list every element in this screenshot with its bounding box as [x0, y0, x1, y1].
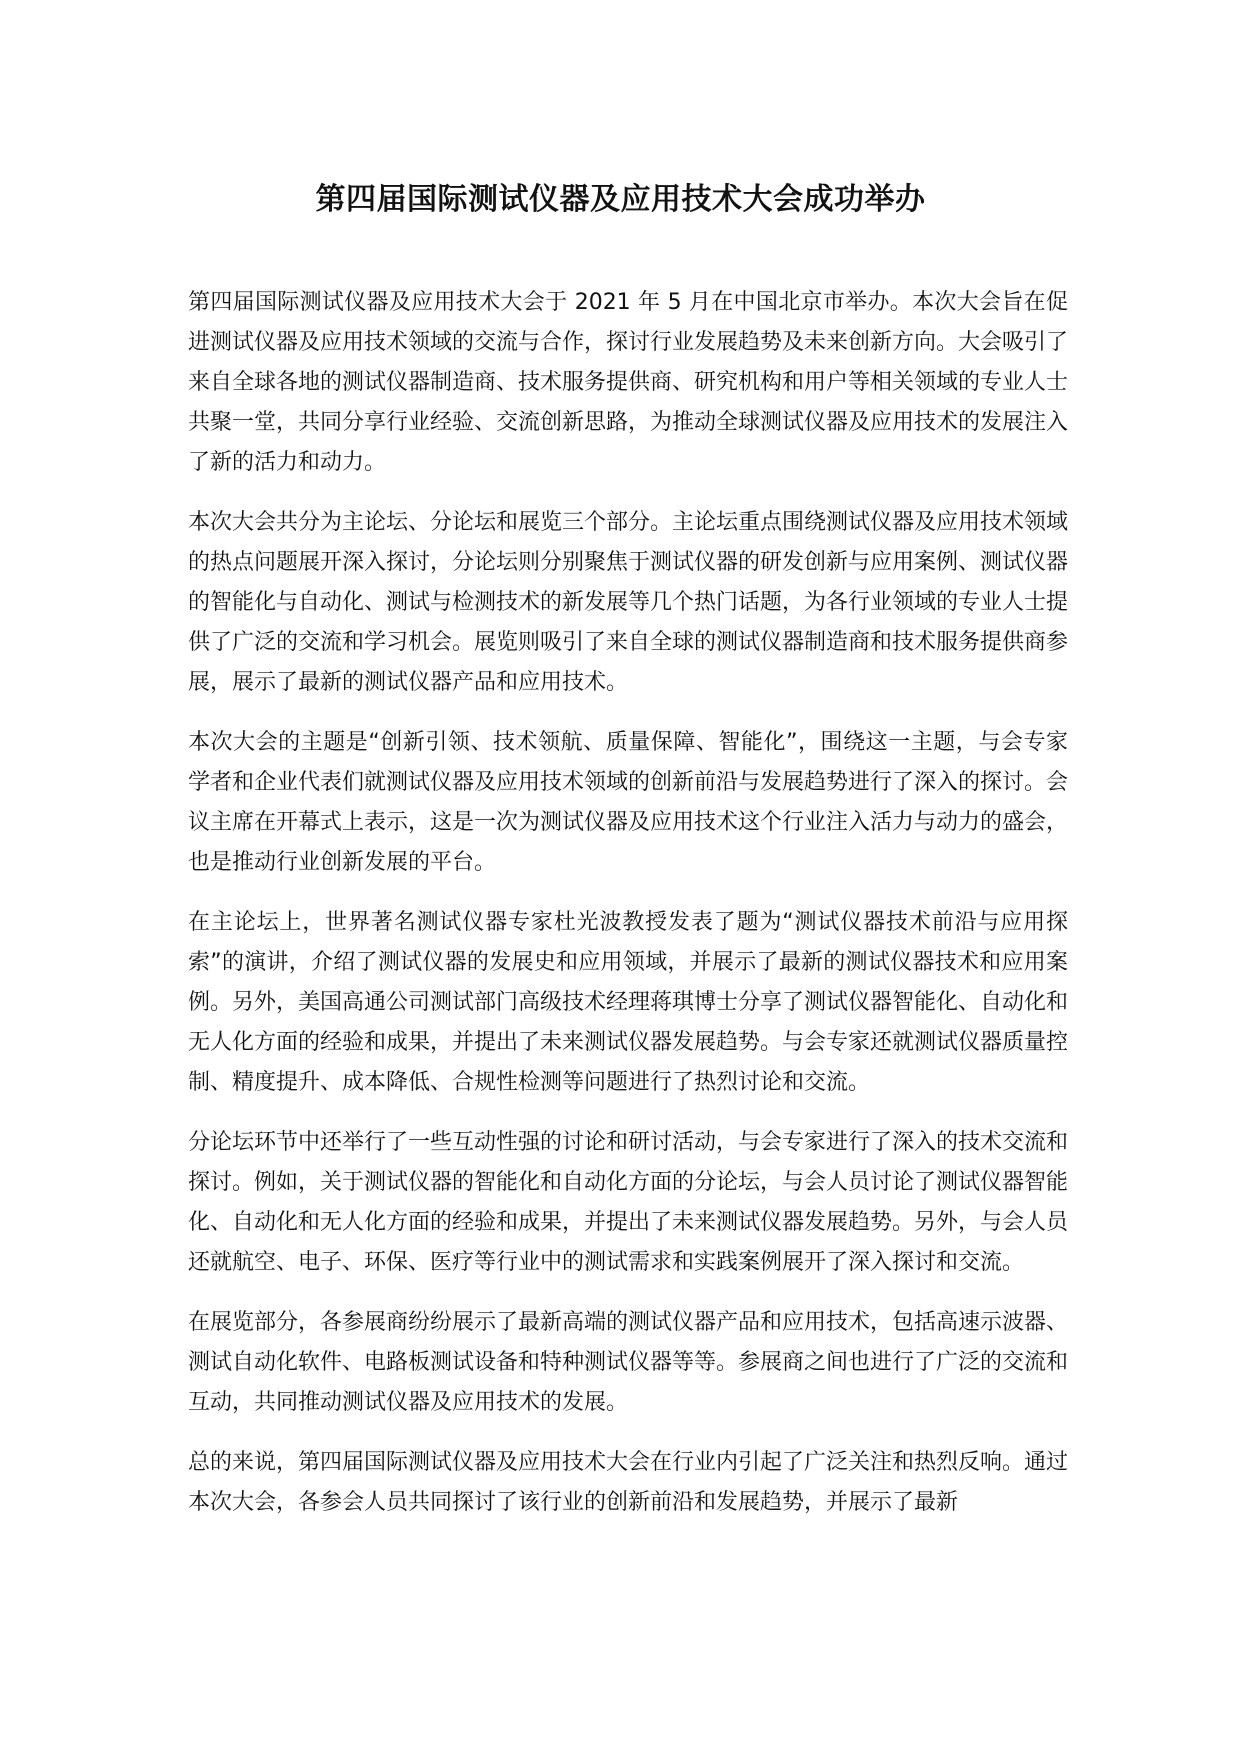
- paragraph-sub-forum: 分论坛环节中还举行了一些互动性强的讨论和研讨活动，与会专家进行了深入的技术交流和探讨。例如，关于测试仪器的智能化和自动化方面的分论坛，与会人员讨论了测试仪器智能化、自动化和无人化方面的经验和成果，并提出了未来测试仪器发展趋势。另外，与会人员还就航空、电子、环保、医疗等行业中的测试需求和实践案例展开了深入探讨和交流。: [188, 1130, 1069, 1275]
- paragraph-theme: 本次大会的主题是“创新引领、技术领航、质量保障、智能化”，围绕这一主题，与会专家学者和企业代表们就测试仪器及应用技术领域的创新前沿与发展趋势进行了深入的探讨。会议主席在开幕式上表示，这是一次为测试仪器及应用技术这个行业注入活力与动力的盛会，也是推动行业创新发展的平台。: [188, 730, 1069, 875]
- document-title: 第四届国际测试仪器及应用技术大会成功举办: [315, 182, 926, 217]
- paragraph-structure: 本次大会共分为主论坛、分论坛和展览三个部分。主论坛重点围绕测试仪器及应用技术领域的热点问题展开深入探讨，分论坛则分别聚焦于测试仪器的研发创新与应用案例、测试仪器的智能化与自动化、测试与检测技术的新发展等几个热门话题，为各行业领域的专业人士提供了广泛的交流和学习机会。展览则吸引了来自全球的测试仪器制造商和技术服务提供商参展，展示了最新的测试仪器产品和应用技术。: [188, 510, 1069, 695]
- document-body: [188, 283, 1068, 1543]
- paragraph-intro: 第四届国际测试仪器及应用技术大会于 2021 年 5 月在中国北京市举办。本次大会旨在促进测试仪器及应用技术领域的交流与合作，探讨行业发展趋势及未来创新方向。大会吸引了来自全球各地的测试仪器制造商、技术服务提供商、研究机构和用户等相关领域的专业人士共聚一堂，共同分享行业经验、交流创新思路，为推动全球测试仪器及应用技术的发展注入了新的活力和动力。: [188, 290, 1069, 475]
- paragraph-exhibition: 在展览部分，各参展商纷纷展示了最新高端的测试仪器产品和应用技术，包括高速示波器、测试自动化软件、电路板测试设备和特种测试仪器等等。参展商之间也进行了广泛的交流和互动，共同推动测试仪器及应用技术的发展。: [188, 1310, 1069, 1415]
- paragraph-main-forum: 在主论坛上，世界著名测试仪器专家杜光波教授发表了题为“测试仪器技术前沿与应用探索”的演讲，介绍了测试仪器的发展史和应用领域，并展示了最新的测试仪器技术和应用案例。另外，美国高通公司测试部门高级技术经理蒋琪博士分享了测试仪器智能化、自动化和无人化方面的经验和成果，并提出了未来测试仪器发展趋势。与会专家还就测试仪器质量控制、精度提升、成本降低、合规性检测等问题进行了热烈讨论和交流。: [188, 910, 1069, 1095]
- paragraph-summary: 总的来说，第四届国际测试仪器及应用技术大会在行业内引起了广泛关注和热烈反响。通过本次大会，各参会人员共同探讨了该行业的创新前沿和发展趋势，并展示了最新: [188, 1450, 1069, 1515]
